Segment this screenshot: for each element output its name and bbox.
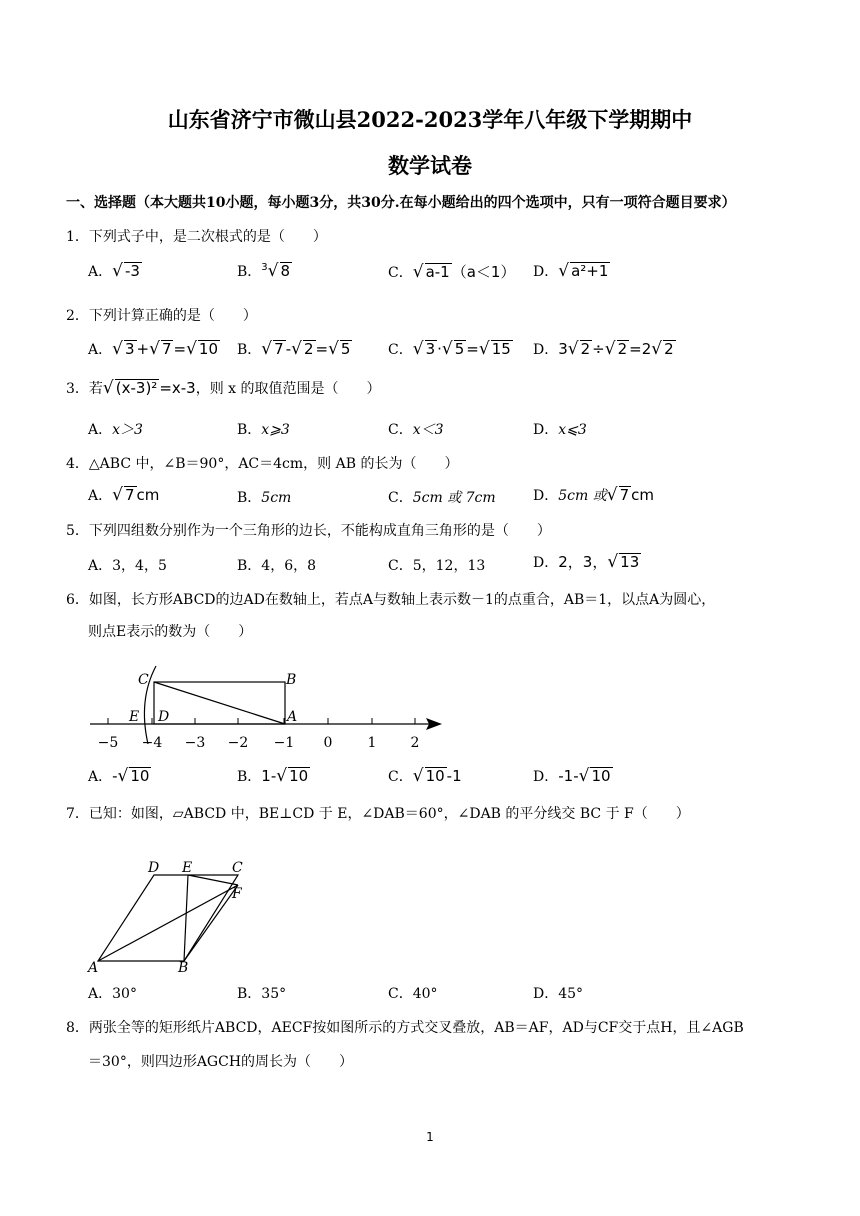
label-a: A: [88, 960, 99, 975]
q2-option-c: C．√ 3 ·√ 5 =√ 15: [388, 339, 511, 359]
page-subtitle: 数学试卷: [388, 153, 472, 178]
label-f: F: [232, 886, 242, 902]
tick-label: −3: [184, 735, 206, 751]
tick-label: −2: [227, 735, 249, 751]
page-title: 山东省济宁市微山县2022-2023学年八年级下学期期中: [167, 107, 693, 132]
q4-option-c: C．5cm 或 7cm: [388, 490, 496, 506]
label-d: D: [158, 709, 170, 725]
question-2-stem: 2．下列计算正确的是（ ）: [66, 308, 257, 324]
tick-label: −5: [97, 735, 119, 751]
segment-ef: [188, 875, 238, 885]
q1-option-c: C．√ a-1 （a＜1）: [388, 262, 516, 282]
question-1-stem: 1．下列式子中，是二次根式的是（ ）: [66, 229, 327, 245]
tick-label: 2: [410, 735, 420, 751]
q7-parallelogram-figure: [86, 855, 266, 975]
question-3-stem: 3．若√ (x-3)² =x-3，则 x 的取值范围是（ ）: [66, 378, 381, 398]
q3-option-b: B．x⩾3: [237, 422, 290, 438]
q2-option-b: B．√ 7 -√ 2 =√ 5: [237, 339, 351, 359]
tick-label: 1: [367, 735, 377, 751]
question-6-stem-line-1: 6．如图，长方形ABCD的边AD在数轴上，若点A与数轴上表示数－1的点重合，AB＝1，以点A为圆心，: [66, 592, 716, 608]
label-a: A: [287, 709, 298, 725]
q6-option-d: D．-1-√ 10: [533, 766, 611, 786]
q7-option-d: D．45°: [533, 986, 584, 1002]
label-b: B: [178, 960, 189, 975]
q1-option-a: A．√ -3: [88, 261, 140, 281]
label-b: B: [286, 672, 297, 688]
label-c: C: [138, 672, 149, 688]
q4-option-b: B．5cm: [237, 490, 292, 506]
q2-option-d: D．3√ 2 ÷√ 2 =2√ 2: [533, 339, 674, 359]
tick-label: −4: [141, 735, 163, 751]
label-e: E: [182, 860, 193, 876]
segment-bf: [184, 885, 238, 961]
question-6-stem-line-2: 则点E表示的数为（ ）: [88, 624, 253, 640]
q4-option-a: A．√ 7 cm: [88, 485, 160, 505]
tick-label: −1: [273, 735, 295, 751]
q7-option-a: A．30°: [88, 986, 137, 1002]
q1-option-d: D．√ a²+1: [533, 261, 609, 281]
q6-option-a: A．-√ 10: [88, 766, 150, 786]
parallelogram-abcd: [98, 875, 238, 961]
question-8-stem-line-2: ＝30°，则四边形AGCH的周长为（ ）: [88, 1054, 354, 1070]
q6-option-b: B．1-√ 10: [237, 766, 309, 786]
q5-option-d: D．2，3，√ 13: [533, 552, 640, 572]
section-heading: 一、选择题（本大题共10小题，每小题3分，共30分.在每小题给出的四个选项中，只有一项符合题目要求）: [66, 195, 736, 211]
q7-option-b: B．35°: [237, 986, 287, 1002]
bisector-af: [98, 885, 238, 961]
label-d: D: [148, 860, 160, 876]
q6-option-c: C．√ 10 -1: [388, 766, 462, 786]
label-c: C: [232, 860, 243, 876]
q3-option-d: D．x⩽3: [533, 422, 587, 438]
page-number: 1: [426, 1130, 434, 1144]
tick-label: 0: [323, 735, 333, 751]
q7-option-c: C．40°: [388, 986, 438, 1002]
diagonal-ac: [154, 682, 285, 724]
question-4-stem: 4．△ABC 中，∠B＝90°，AC＝4cm，则 AB 的长为（ ）: [66, 456, 459, 472]
question-7-stem: 7．已知：如图，▱ABCD 中，BE⊥CD 于 E，∠DAB＝60°，∠DAB 的平分线交 BC 于 F（ ）: [66, 806, 690, 822]
question-5-stem: 5．下列四组数分别作为一个三角形的边长，不能构成直角三角形的是（ ）: [66, 523, 551, 539]
q5-option-b: B．4，6，8: [237, 558, 317, 574]
q3-option-a: A．x＞3: [88, 422, 143, 438]
q5-option-a: A．3，4，5: [88, 558, 167, 574]
q1-option-b: B．$^3$√ 8: [237, 261, 291, 281]
label-e: E: [129, 709, 140, 725]
q3-option-c: C．x＜3: [388, 422, 444, 438]
q2-option-a: A．√ 3 +√ 7 =√ 10: [88, 339, 218, 359]
q4-option-d: D．5cm 或√ 7 cm: [533, 485, 654, 505]
segment-be: [184, 875, 188, 961]
question-8-stem-line-1: 8．两张全等的矩形纸片ABCD，AECF按如图所示的方式交叉叠放，AB＝AF，AD与CF交于点H，且∠AGB: [66, 1020, 744, 1036]
q6-number-line-figure: [86, 660, 446, 755]
q5-option-c: C．5，12，13: [388, 558, 486, 574]
